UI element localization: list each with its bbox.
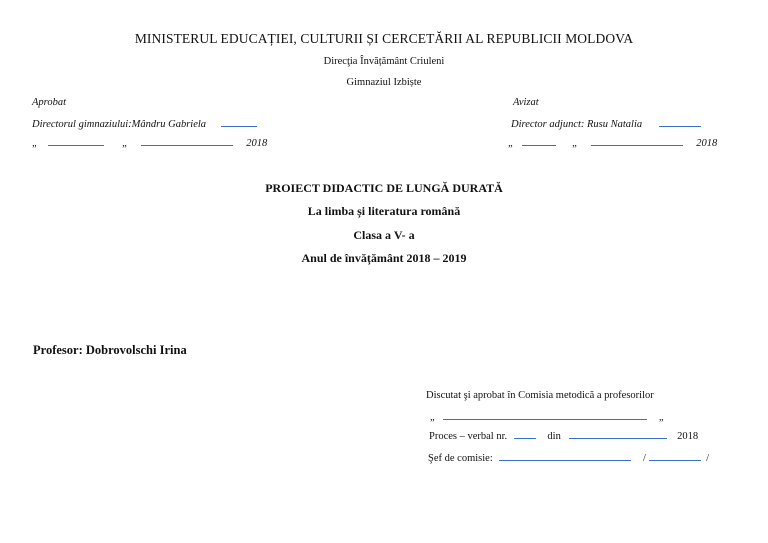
proces-verbal-line bbox=[429, 431, 698, 442]
deputy-role: Director adjunct: Rusu Natalia bbox=[511, 119, 643, 130]
proces-label: Proces – verbal nr. bbox=[429, 431, 508, 442]
year: 2018 bbox=[677, 431, 699, 442]
commission-intro: Discutat şi aprobat în Comisia metodică a profesorilor bbox=[426, 390, 654, 401]
class-title: Clasa a V- a bbox=[353, 228, 415, 242]
proces-date-line bbox=[569, 437, 667, 439]
deputy-signature-line bbox=[659, 125, 701, 127]
slash: / bbox=[706, 453, 710, 464]
chief-label: Şef de comisie: bbox=[428, 453, 493, 464]
slash: / bbox=[642, 453, 646, 464]
subject-title: La limba și literatura română bbox=[307, 204, 461, 218]
quote-open: „ bbox=[32, 138, 38, 149]
director-signature-line bbox=[221, 125, 257, 127]
quote-close: „ bbox=[658, 412, 664, 423]
director-role: Directorul gimnaziului:Mândru Gabriela bbox=[32, 119, 207, 130]
document-title: PROIECT DIDACTIC DE LUNGĂ DURATĂ bbox=[265, 181, 503, 195]
quote-close: „ bbox=[122, 138, 128, 149]
chief-name-line bbox=[499, 459, 631, 461]
chief-line bbox=[428, 453, 709, 464]
day-line bbox=[522, 144, 556, 146]
commission-date-line bbox=[430, 412, 664, 423]
chief-signature-line bbox=[649, 459, 701, 461]
direction-heading: Direcţia Învățământ Criuleni bbox=[323, 56, 445, 67]
deputy-date-line bbox=[508, 138, 717, 149]
quote-close: „ bbox=[572, 138, 578, 149]
year: 2018 bbox=[246, 138, 268, 149]
proces-number-line bbox=[514, 437, 536, 439]
quote-open: „ bbox=[430, 412, 435, 423]
school-heading: Gimnaziul Izbiște bbox=[346, 77, 422, 88]
director-line bbox=[32, 119, 260, 130]
director-date-line bbox=[32, 138, 267, 149]
deputy-line bbox=[511, 119, 704, 130]
quote-open: „ bbox=[508, 138, 514, 149]
school-year-title: Anul de învățământ 2018 – 2019 bbox=[301, 251, 467, 265]
day-line bbox=[48, 144, 104, 146]
month-line bbox=[591, 144, 683, 146]
commission-day-line bbox=[443, 418, 647, 420]
din-label: din bbox=[547, 431, 561, 442]
approved-label: Aprobat bbox=[32, 97, 67, 108]
month-line bbox=[141, 144, 233, 146]
ministry-heading: MINISTERUL EDUCAȚIEI, CULTURII ȘI CERCETĂRII AL REPUBLICII MOLDOVA bbox=[134, 31, 634, 46]
year: 2018 bbox=[696, 138, 718, 149]
teacher-name: Profesor: Dobrovolschi Irina bbox=[33, 343, 187, 357]
avizat-label: Avizat bbox=[513, 97, 539, 108]
